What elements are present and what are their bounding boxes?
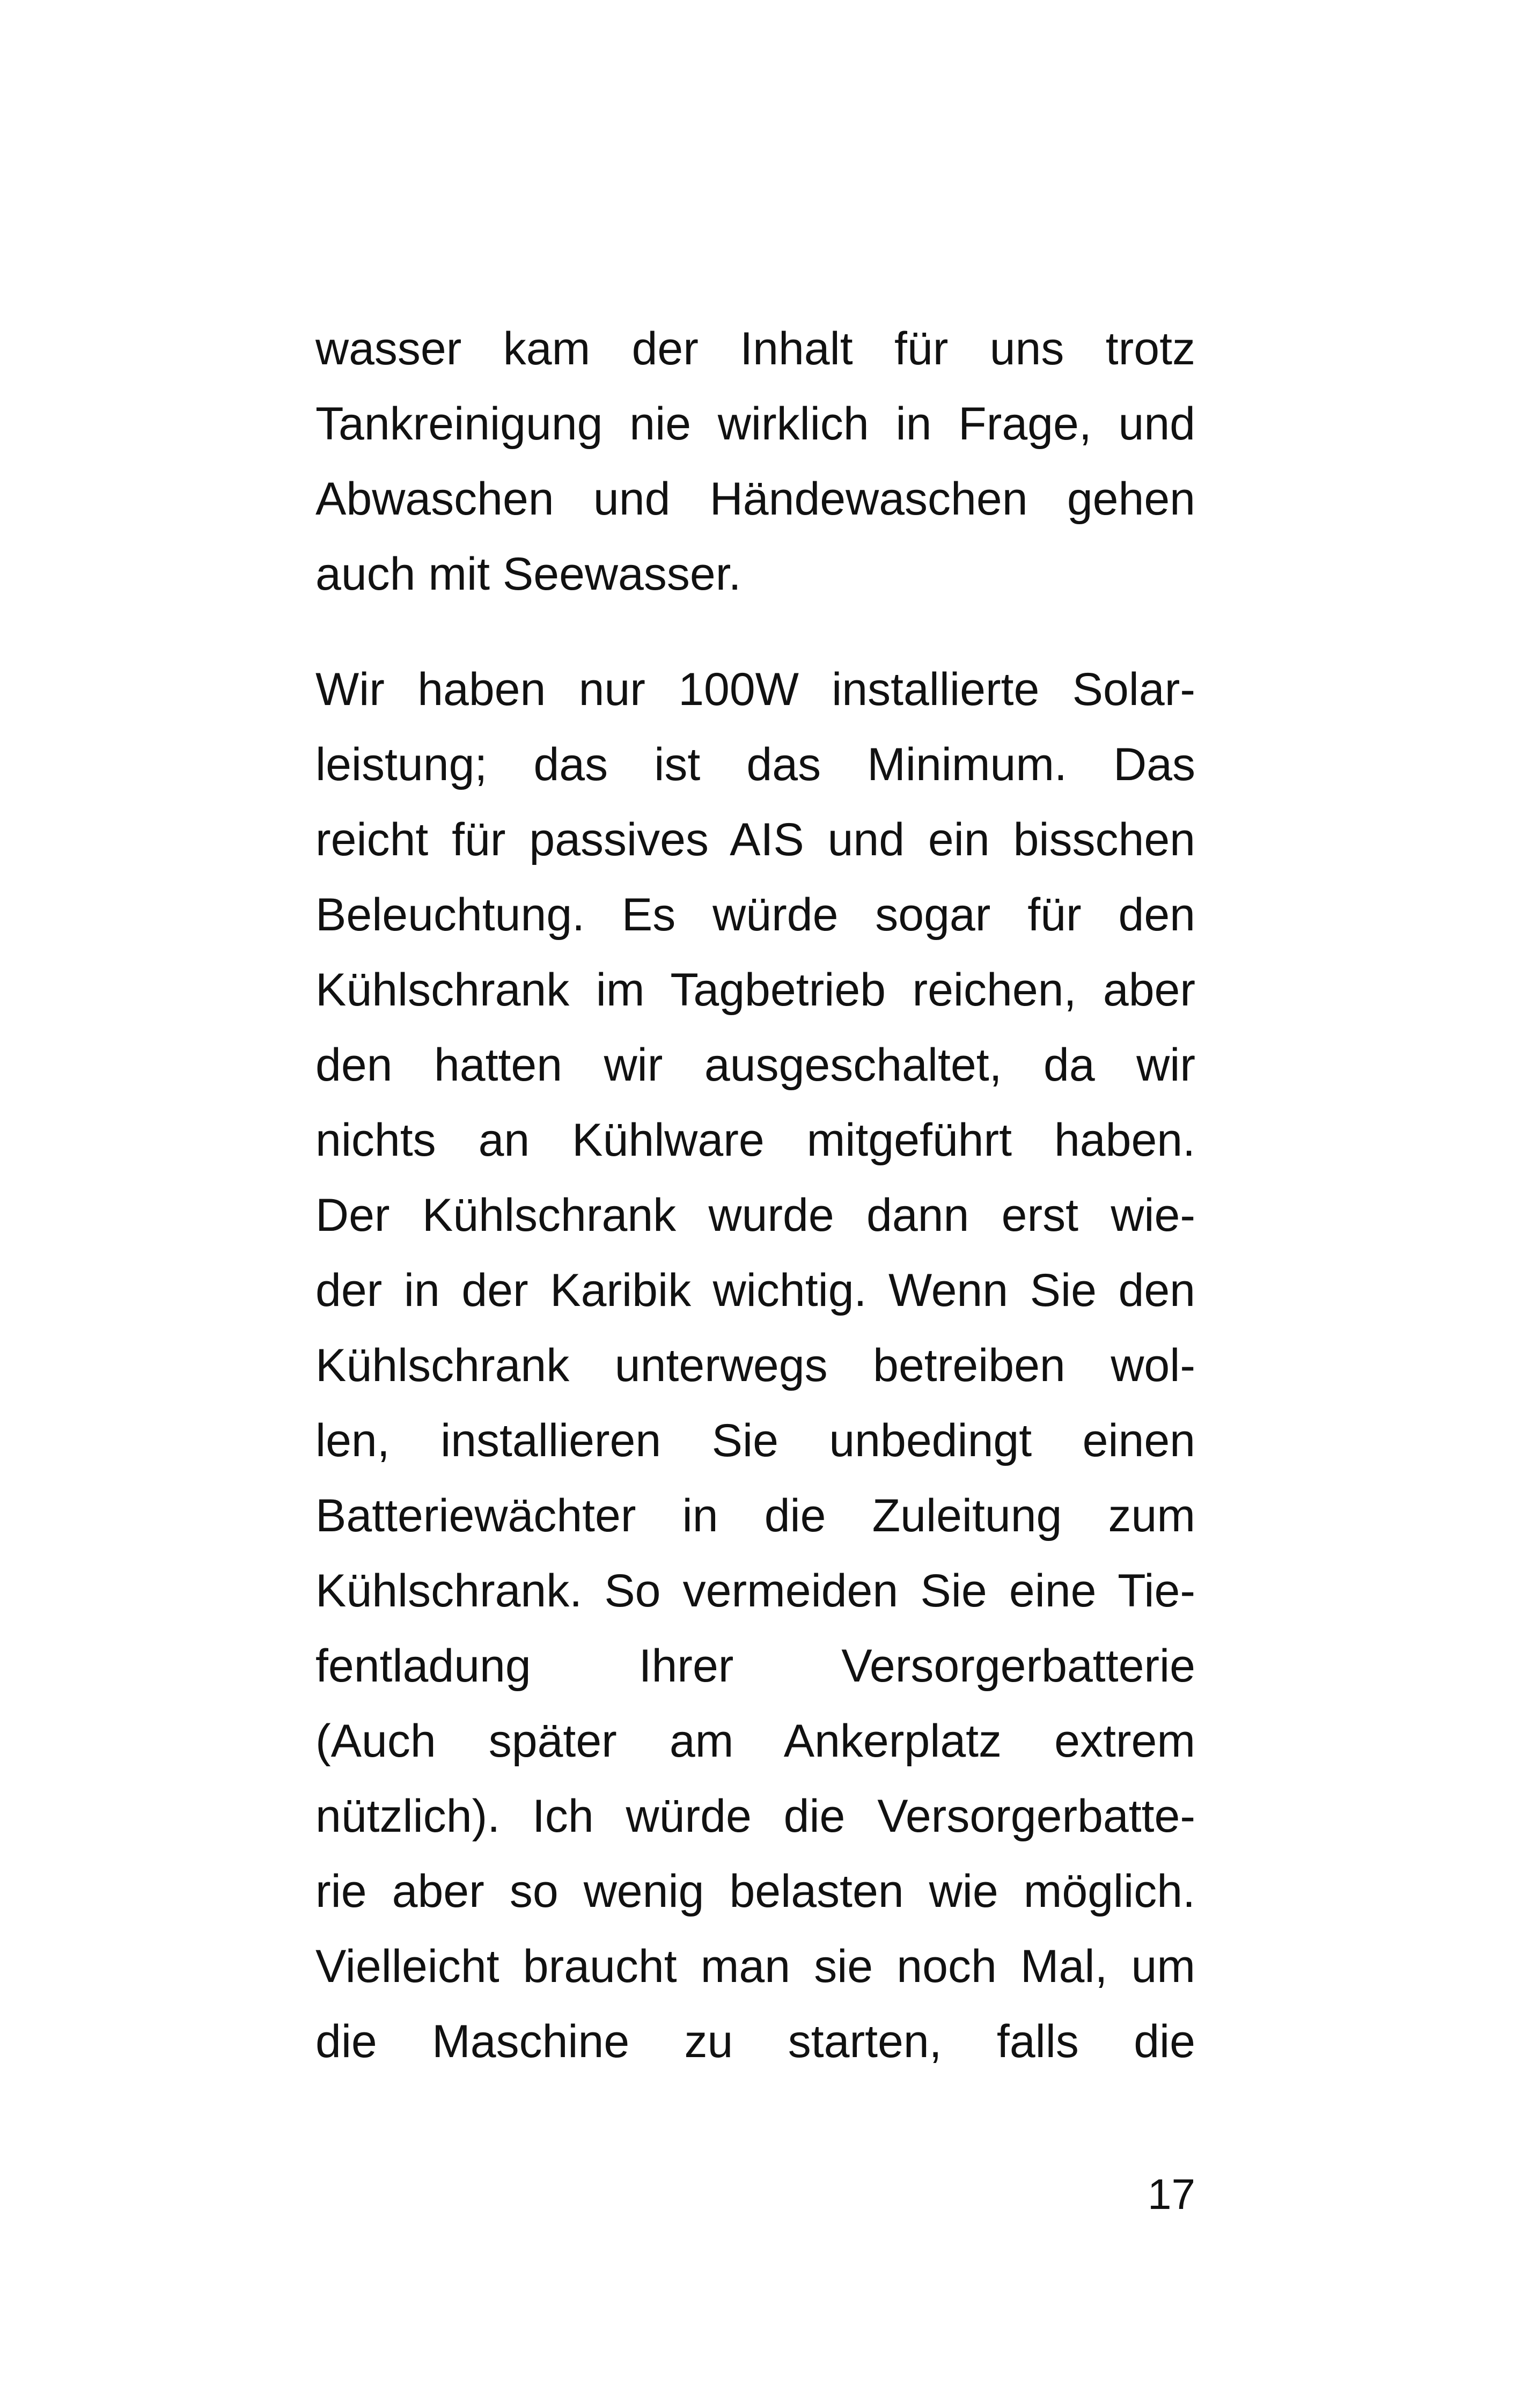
text-line: reicht für passives AIS und ein bisschen — [315, 814, 1195, 865]
text-line: nützlich). Ich würde die Versorgerbatte- — [315, 1790, 1195, 1842]
text-line: leistung; das ist das Minimum. Das — [315, 739, 1195, 790]
paragraph — [315, 311, 1195, 612]
text-line: Wir haben nur 100W installierte Solar- — [315, 664, 1195, 715]
text-line: Beleuchtung. Es würde sogar für den — [315, 889, 1195, 941]
text-line: Kühlschrank. So vermeiden Sie eine Tie- — [315, 1565, 1195, 1617]
text-line: Batteriewächter in die Zuleitung zum — [315, 1490, 1195, 1541]
text-line: wasser kam der Inhalt für uns trotz — [315, 323, 1195, 375]
paragraph — [315, 652, 1195, 2079]
text-line: Abwaschen und Händewaschen gehen — [315, 473, 1195, 525]
text-line: die Maschine zu starten, falls die — [315, 2016, 1195, 2067]
text-line: nichts an Kühlware mitgeführt haben. — [315, 1114, 1195, 1166]
text-line: rie aber so wenig belasten wie möglich. — [315, 1866, 1195, 1917]
text-line: den hatten wir ausgeschaltet, da wir — [315, 1039, 1195, 1091]
text-line: Kühlschrank im Tagbetrieb reichen, aber — [315, 964, 1195, 1016]
text-line: Der Kühlschrank wurde dann erst wie- — [315, 1190, 1195, 1241]
text-line: auch mit Seewasser. — [315, 548, 741, 600]
text-line: Kühlschrank unterwegs betreiben wol- — [315, 1340, 1195, 1391]
page-number: 17 — [1148, 2170, 1195, 2218]
text-line: Tankreinigung nie wirklich in Frage, und — [315, 398, 1195, 450]
text-line: der in der Karibik wichtig. Wenn Sie den — [315, 1265, 1195, 1316]
text-line: Vielleicht braucht man sie noch Mal, um — [315, 1941, 1195, 1992]
text-line: fentladung Ihrer Versorgerbatterie — [315, 1640, 1195, 1692]
text-line: len, installieren Sie unbedingt einen — [315, 1415, 1195, 1466]
text-line: (Auch später am Ankerplatz extrem — [315, 1715, 1195, 1767]
